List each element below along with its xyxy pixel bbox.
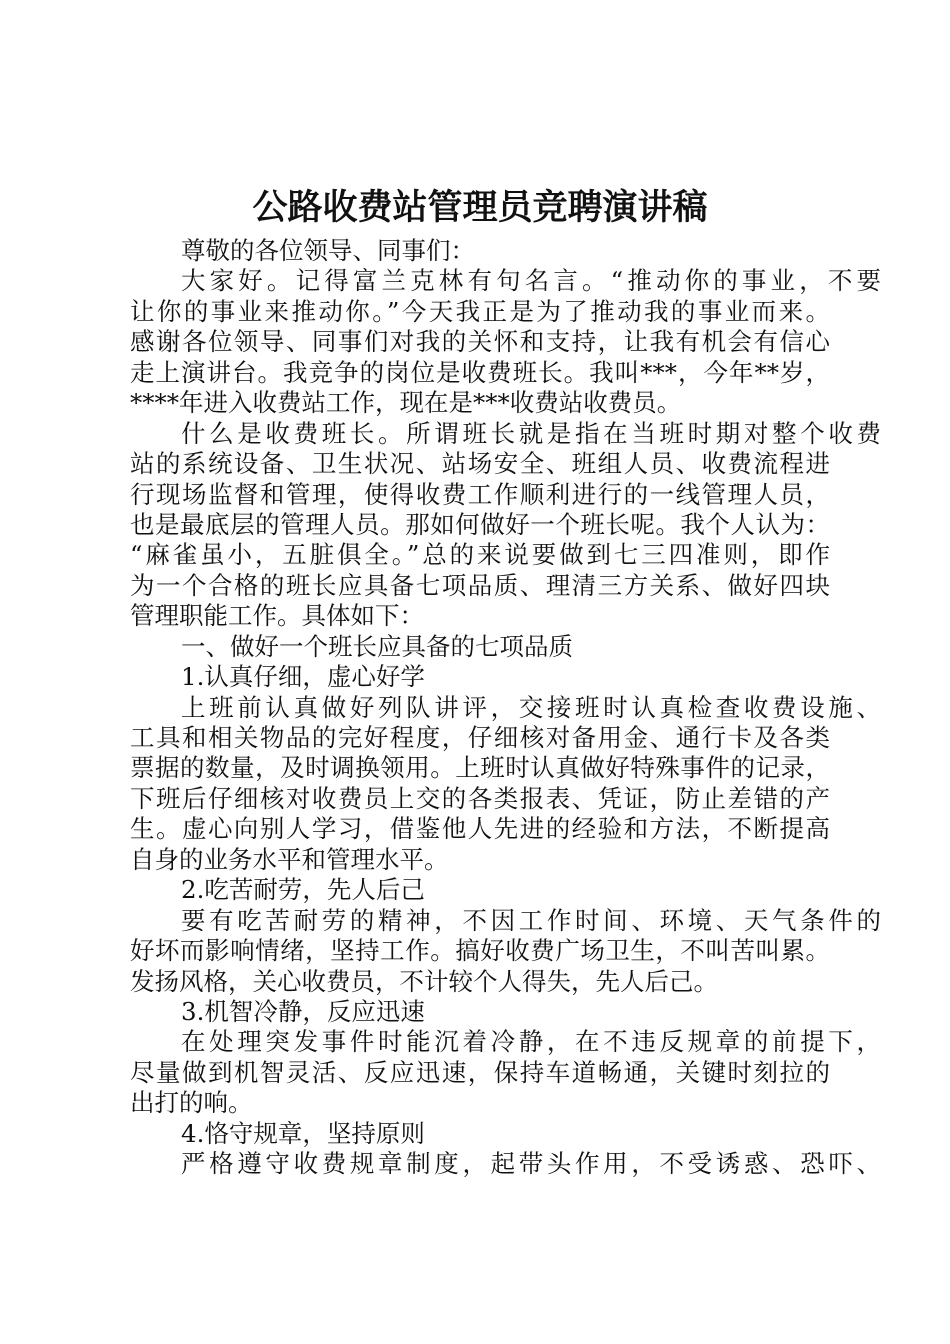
paragraph-line: 在处理突发事件时能沉着冷静，在不违反规章的前提下， xyxy=(181,1027,881,1057)
subsection-heading: 2.吃苦耐劳，先人后己 xyxy=(181,875,425,905)
paragraph-line: ****年进入收费站工作，现在是***收费站收费员。 xyxy=(130,388,682,418)
document-body xyxy=(130,236,881,1180)
paragraph-line: 为一个合格的班长应具备七项品质、理清三方关系、做好四块 xyxy=(130,570,830,600)
paragraph-line: 上班前认真做好列队讲评，交接班时认真检查收费设施、 xyxy=(181,692,881,722)
paragraph-line: 下班后仔细核对收费员上交的各类报表、凭证，防止差错的产 xyxy=(130,783,830,813)
paragraph-line: 让你的事业来推动你。”今天我正是为了推动我的事业而来。 xyxy=(130,296,830,326)
paragraph-line: 感谢各位领导、同事们对我的关怀和支持，让我有机会有信心 xyxy=(130,327,830,357)
paragraph-line: 发扬风格，关心收费员，不计较个人得失，先人后己。 xyxy=(130,966,718,996)
paragraph-line: 生。虚心向别人学习，借鉴他人先进的经验和方法，不断提高 xyxy=(130,814,830,844)
paragraph-line: 好坏而影响情绪，坚持工作。搞好收费广场卫生，不叫苦叫累。 xyxy=(130,936,830,966)
paragraph-line: 要有吃苦耐劳的精神，不因工作时间、环境、天气条件的 xyxy=(181,905,881,935)
paragraph-line: 出打的响。 xyxy=(130,1088,253,1118)
paragraph-line: 大家好。记得富兰克林有句名言。“推动你的事业，不要 xyxy=(181,266,881,296)
paragraph-line: “麻雀虽小，五脏俱全。”总的来说要做到七三四准则，即作 xyxy=(130,540,830,570)
subsection-heading: 1.认真仔细，虚心好学 xyxy=(181,662,425,692)
paragraph-line: 什么是收费班长。所谓班长就是指在当班时期对整个收费 xyxy=(181,418,881,448)
subsection-heading: 4.恪守规章，坚持原则 xyxy=(181,1118,425,1148)
paragraph-line: 走上演讲台。我竞争的岗位是收费班长。我叫***，今年**岁， xyxy=(130,357,830,387)
paragraph-line: 自身的业务水平和管理水平。 xyxy=(130,844,449,874)
salutation-line: 尊敬的各位领导、同事们： xyxy=(181,236,475,265)
paragraph-line: 站的系统设备、卫生状况、站场安全、班组人员、收费流程进 xyxy=(130,449,830,479)
paragraph-line: 行现场监督和管理，使得收费工作顺利进行的一线管理人员， xyxy=(130,479,830,509)
paragraph-line: 工具和相关物品的完好程度，仔细核对备用金、通行卡及各类 xyxy=(130,723,830,752)
paragraph-line: 尽量做到机智灵活、反应迅速，保持车道畅通，关键时刻拉的 xyxy=(130,1057,830,1087)
paragraph-line: 严格遵守收费规章制度，起带头作用，不受诱惑、恐吓、 xyxy=(181,1149,881,1179)
paragraph-line: 管理职能工作。具体如下： xyxy=(130,601,424,631)
paragraph-line: 也是最底层的管理人员。那如何做好一个班长呢。我个人认为： xyxy=(130,509,830,539)
paragraph-line: 票据的数量，及时调换领用。上班时认真做好特殊事件的记录， xyxy=(130,753,830,783)
section-heading: 一、做好一个班长应具备的七项品质 xyxy=(181,631,573,661)
subsection-heading: 3.机智冷静，反应迅速 xyxy=(181,996,425,1026)
document-title: 公路收费站管理员竞聘演讲稿 xyxy=(252,188,708,228)
